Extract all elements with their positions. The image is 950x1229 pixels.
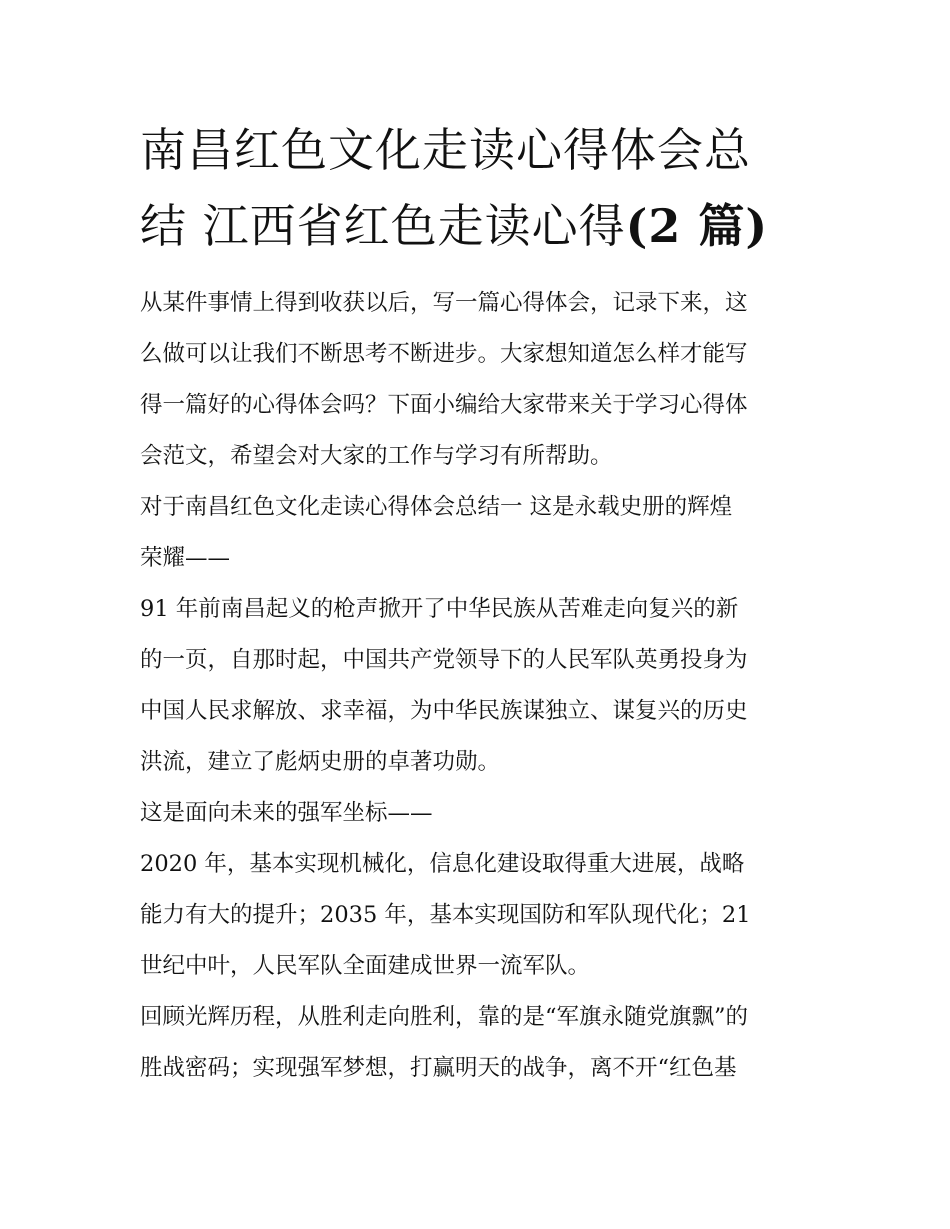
title-count: (2 篇) <box>625 199 769 253</box>
text-line: 回顾光辉历程，从胜利走向胜利，靠的是“军旗永随党旗飘”的 <box>140 1004 749 1030</box>
title-line-text: 结 江西省红色走读心得 <box>140 199 626 253</box>
text-line: 2020 年，基本实现机械化，信息化建设取得重大进展，战略 <box>140 851 745 877</box>
text-line: 的一页，自那时起，中国共产党领导下的人民军队英勇投身为 <box>140 647 748 673</box>
text-line: 荣耀—— <box>140 545 231 571</box>
text-line: 胜战密码；实现强军梦想，打赢明天的战争，离不开“红色基 <box>140 1055 737 1081</box>
paragraph-goals <box>140 839 820 992</box>
paragraph-section-heading <box>140 482 820 584</box>
text-line: 这是面向未来的强军坐标—— <box>140 800 433 826</box>
text-line: 么做可以让我们不断思考不断进步。大家想知道怎么样才能写 <box>140 341 748 367</box>
text-line: 得一篇好的心得体会吗？下面小编给大家带来关于学习心得体 <box>140 392 748 418</box>
title-line: 南昌红色文化走读心得体会总 <box>140 123 751 177</box>
text-line: 中国人民求解放、求幸福，为中华民族谋独立、谋复兴的历史 <box>140 698 748 724</box>
text-line: 洪流，建立了彪炳史册的卓著功勋。 <box>140 749 501 775</box>
text-line: 会范文，希望会对大家的工作与学习有所帮助。 <box>140 443 613 469</box>
text-line: 91 年前南昌起义的枪声掀开了中华民族从苦难走向复兴的新 <box>140 596 739 622</box>
paragraph-review <box>140 992 820 1094</box>
text-line: 世纪中叶，人民军队全面建成世界一流军队。 <box>140 953 591 979</box>
paragraph-future-heading <box>140 788 820 839</box>
paragraph-history <box>140 584 820 788</box>
text-line: 对于南昌红色文化走读心得体会总结一 这是永载史册的辉煌 <box>140 494 733 520</box>
text-line: 能力有大的提升；2035 年，基本实现国防和军队现代化；21 <box>140 902 751 928</box>
paragraph-intro <box>140 278 820 482</box>
document-body <box>140 278 820 1094</box>
title-line <box>140 188 820 264</box>
document-title <box>140 112 820 264</box>
text-line: 从某件事情上得到收获以后，写一篇心得体会，记录下来，这 <box>140 290 748 316</box>
